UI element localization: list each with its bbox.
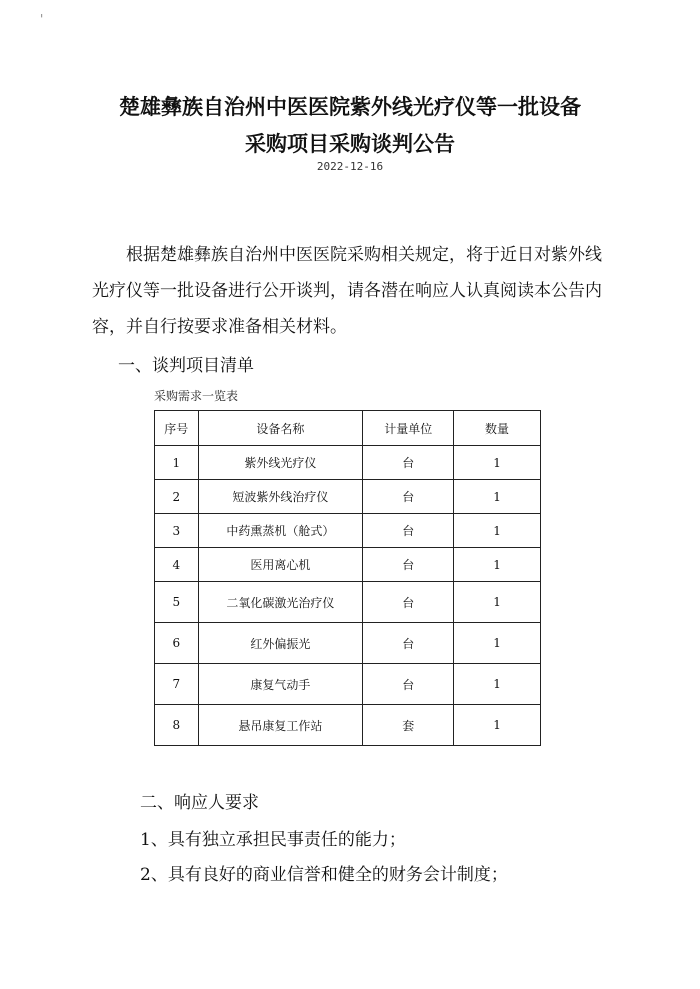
requirement-item: 1、具有独立承担民事责任的能力； bbox=[140, 830, 406, 850]
table-row bbox=[155, 514, 541, 548]
table-row bbox=[155, 705, 541, 746]
cell-quantity: 1 bbox=[454, 582, 541, 623]
cell-equipment-name: 中药熏蒸机（舱式） bbox=[198, 514, 363, 548]
requirements-table bbox=[154, 410, 541, 746]
table-row bbox=[155, 446, 541, 480]
table-caption: 采购需求一览表 bbox=[154, 389, 239, 403]
table-row bbox=[155, 480, 541, 514]
cell-unit: 台 bbox=[363, 548, 454, 582]
document-title-line-1: 楚雄彝族自治州中医医院紫外线光疗仪等一批设备 bbox=[119, 94, 581, 119]
section-heading-respondent-requirements: 二、响应人要求 bbox=[140, 793, 259, 813]
cell-quantity: 1 bbox=[454, 548, 541, 582]
cell-unit: 台 bbox=[363, 664, 454, 705]
cell-serial-number: 5 bbox=[155, 582, 199, 623]
cell-unit: 台 bbox=[363, 446, 454, 480]
cell-equipment-name: 二氧化碳激光治疗仪 bbox=[198, 582, 363, 623]
cell-serial-number: 3 bbox=[155, 514, 199, 548]
header-serial-number: 序号 bbox=[155, 411, 199, 446]
cell-equipment-name: 医用离心机 bbox=[198, 548, 363, 582]
table-header-row bbox=[155, 411, 541, 446]
requirement-item: 2、具有良好的商业信誉和健全的财务会计制度； bbox=[140, 865, 508, 885]
table-row bbox=[155, 582, 541, 623]
table-row bbox=[155, 548, 541, 582]
cell-unit: 套 bbox=[363, 705, 454, 746]
cell-serial-number: 2 bbox=[155, 480, 199, 514]
cell-serial-number: 8 bbox=[155, 705, 199, 746]
section-heading-project-list: 一、谈判项目清单 bbox=[118, 356, 254, 376]
cell-equipment-name: 紫外线光疗仪 bbox=[198, 446, 363, 480]
cell-serial-number: 7 bbox=[155, 664, 199, 705]
cell-quantity: 1 bbox=[454, 514, 541, 548]
header-equipment-name: 设备名称 bbox=[198, 411, 363, 446]
cell-quantity: 1 bbox=[454, 664, 541, 705]
cell-quantity: 1 bbox=[454, 623, 541, 664]
cell-serial-number: 4 bbox=[155, 548, 199, 582]
intro-paragraph: 根据楚雄彝族自治州中医医院采购相关规定，将于近日对紫外线光疗仪等一批设备进行公开谈判，请各潜在响应人认真阅读本公告内容，并自行按要求准备相关材料。 bbox=[92, 245, 602, 337]
cell-equipment-name: 康复气动手 bbox=[198, 664, 363, 705]
table-row bbox=[155, 664, 541, 705]
cell-serial-number: 1 bbox=[155, 446, 199, 480]
header-unit: 计量单位 bbox=[363, 411, 454, 446]
document-title-line-2: 采购项目采购谈判公告 bbox=[245, 131, 455, 156]
cell-unit: 台 bbox=[363, 623, 454, 664]
cell-quantity: 1 bbox=[454, 446, 541, 480]
cell-serial-number: 6 bbox=[155, 623, 199, 664]
cell-unit: 台 bbox=[363, 480, 454, 514]
header-quantity: 数量 bbox=[454, 411, 541, 446]
cell-unit: 台 bbox=[363, 514, 454, 548]
scan-mark: ' bbox=[40, 12, 44, 26]
cell-unit: 台 bbox=[363, 582, 454, 623]
cell-equipment-name: 短波紫外线治疗仪 bbox=[198, 480, 363, 514]
table-row bbox=[155, 623, 541, 664]
cell-quantity: 1 bbox=[454, 705, 541, 746]
cell-equipment-name: 悬吊康复工作站 bbox=[198, 705, 363, 746]
cell-equipment-name: 红外偏振光 bbox=[198, 623, 363, 664]
announcement-date: 2022-12-16 bbox=[316, 160, 384, 173]
cell-quantity: 1 bbox=[454, 480, 541, 514]
